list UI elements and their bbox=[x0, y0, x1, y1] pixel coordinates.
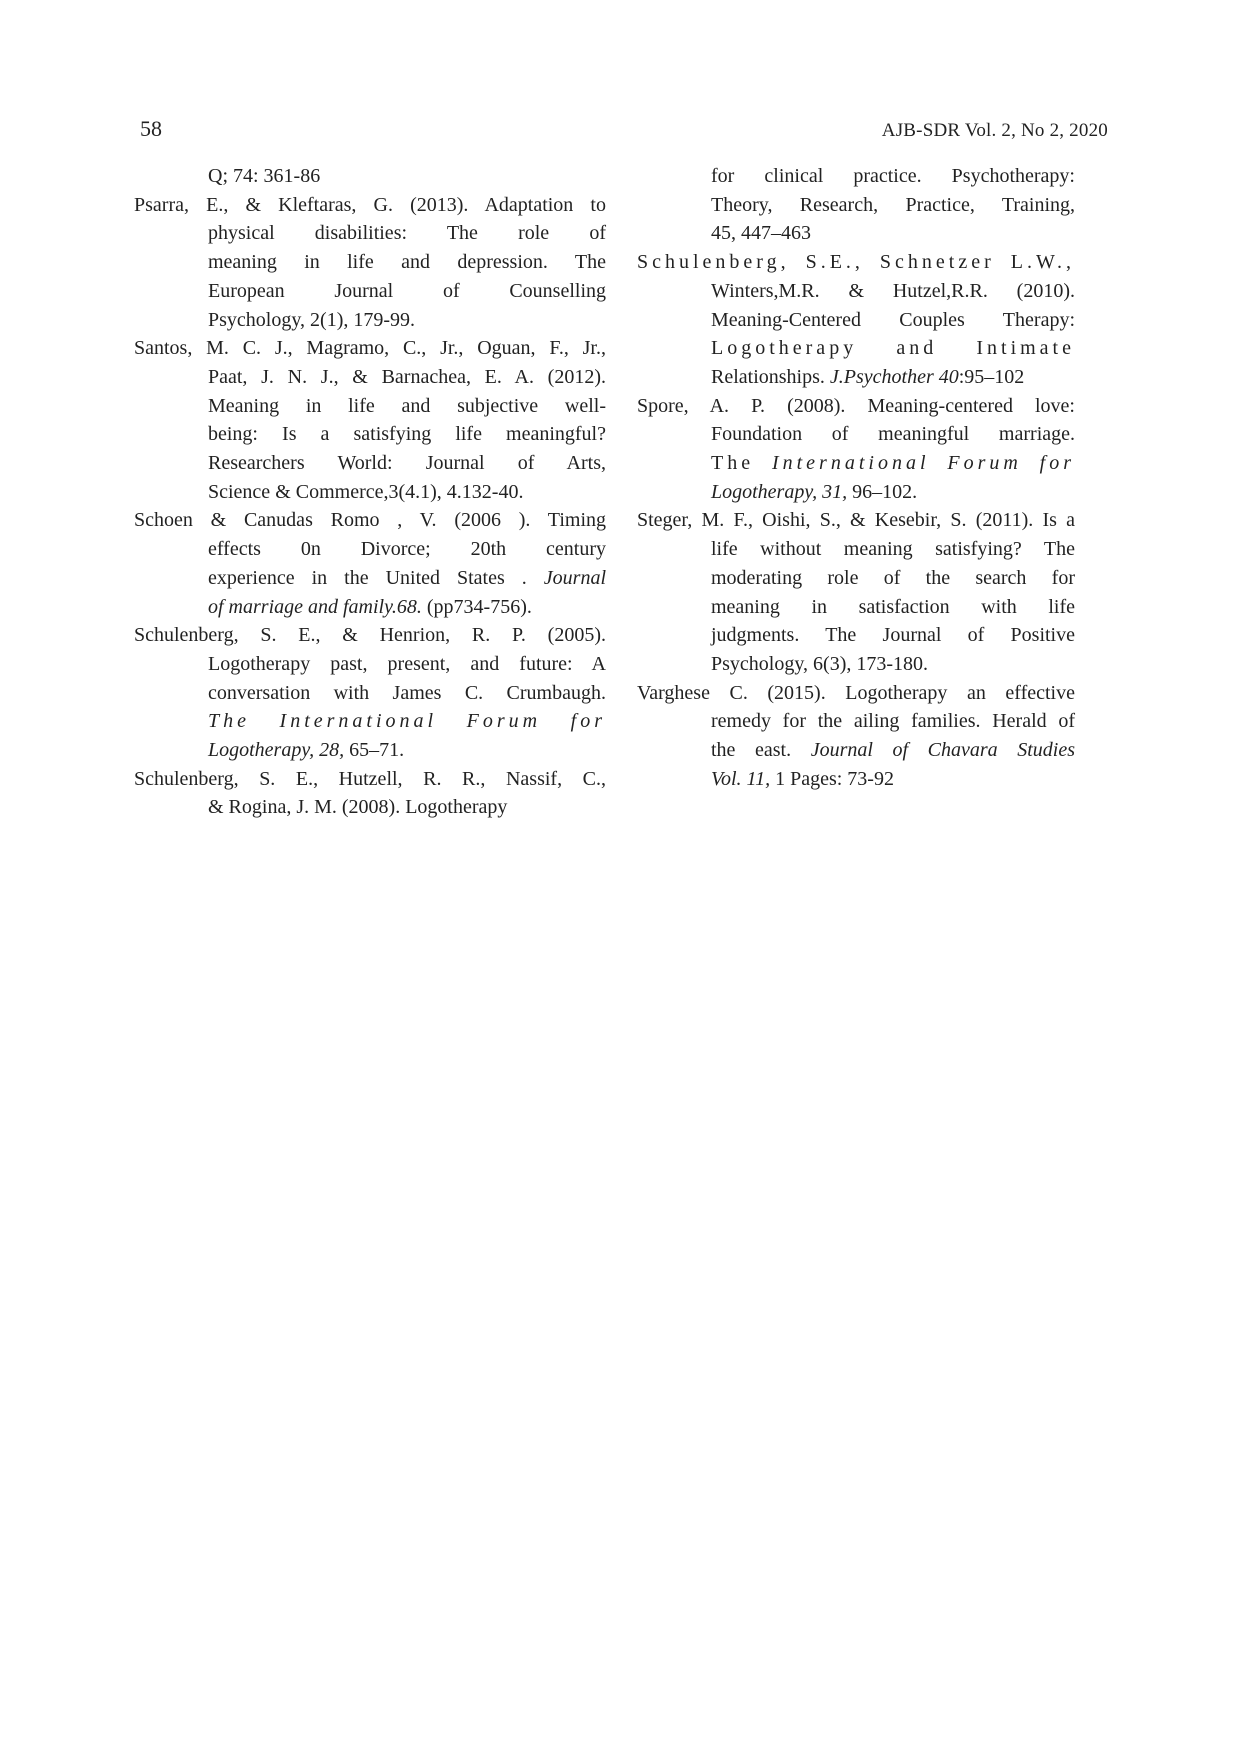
text-segment: (pp734-756). bbox=[421, 595, 532, 618]
text-segment: Logotherapy and Intimate bbox=[711, 337, 1075, 360]
reference-line bbox=[637, 420, 1075, 449]
text-segment: the east. bbox=[711, 739, 811, 762]
text-segment: Meaning-Centered Couples Therapy: bbox=[711, 308, 1075, 331]
reference-line bbox=[637, 621, 1075, 650]
text-segment: life without meaning satisfying? The bbox=[711, 538, 1075, 561]
text-segment: remedy for the ailing families. Herald of bbox=[711, 710, 1075, 733]
italic-text-segment: J.Psychother 40 bbox=[829, 365, 959, 388]
reference-line bbox=[637, 191, 1075, 220]
reference-line bbox=[134, 162, 606, 191]
text-segment: 96–102. bbox=[847, 480, 918, 503]
reference-line bbox=[637, 506, 1075, 535]
reference-line bbox=[637, 650, 1075, 679]
reference-entry bbox=[134, 506, 606, 621]
text-segment: 45, 447–463 bbox=[711, 222, 811, 245]
text-segment: judgments. The Journal of Positive bbox=[711, 624, 1075, 647]
italic-text-segment: International Forum for bbox=[771, 452, 1075, 475]
text-segment: Psychology, 6(3), 173-180. bbox=[711, 652, 929, 675]
text-segment: 65–71. bbox=[344, 739, 405, 762]
text-segment: Relationships. bbox=[711, 365, 830, 388]
reference-line bbox=[637, 248, 1075, 277]
reference-line bbox=[134, 707, 606, 736]
text-segment: Researchers World: Journal of Arts, bbox=[208, 452, 606, 475]
reference-line bbox=[134, 478, 606, 507]
text-segment: 1 Pages: 73-92 bbox=[770, 767, 894, 790]
reference-line bbox=[134, 277, 606, 306]
text-segment: Theory, Research, Practice, Training, bbox=[711, 193, 1075, 216]
text-segment: Schoen & Canudas Romo , V. (2006 ). Timing bbox=[134, 509, 606, 532]
text-segment: conversation with James C. Crumbaugh. bbox=[208, 681, 606, 704]
text-segment: Meaning in life and subjective well- bbox=[208, 394, 606, 417]
page-header bbox=[140, 116, 1108, 142]
text-segment: effects 0n Divorce; 20th century bbox=[208, 538, 606, 561]
italic-text-segment: of marriage and family.68. bbox=[208, 595, 422, 618]
italic-text-segment: Journal of Chavara Studies bbox=[810, 739, 1076, 762]
text-segment: being: Is a satisfying life meaningful? bbox=[208, 423, 606, 446]
reference-line bbox=[134, 248, 606, 277]
reference-line bbox=[134, 736, 606, 765]
reference-entry bbox=[134, 621, 606, 765]
italic-text-segment: Vol. 11, bbox=[711, 767, 771, 790]
reference-line bbox=[134, 306, 606, 335]
reference-line bbox=[637, 478, 1075, 507]
reference-line bbox=[134, 392, 606, 421]
text-segment: :95–102 bbox=[958, 365, 1025, 388]
reference-line bbox=[637, 392, 1075, 421]
reference-entry bbox=[134, 765, 606, 822]
reference-line bbox=[637, 765, 1075, 794]
reference-entry bbox=[134, 191, 606, 335]
text-segment: Winters,M.R. & Hutzel,R.R. (2010). bbox=[711, 279, 1075, 302]
italic-text-segment: Journal bbox=[543, 566, 606, 589]
text-segment: moderating role of the search for bbox=[711, 566, 1075, 589]
reference-entry bbox=[134, 162, 606, 191]
text-segment: Logotherapy past, present, and future: A bbox=[208, 652, 606, 675]
text-segment: Foundation of meaningful marriage. bbox=[711, 423, 1075, 446]
text-segment: Psarra, E., & Kleftaras, G. (2013). Adaptation to bbox=[134, 193, 606, 216]
reference-line bbox=[637, 363, 1075, 392]
reference-line bbox=[134, 679, 606, 708]
reference-line bbox=[134, 219, 606, 248]
text-segment: Steger, M. F., Oishi, S., & Kesebir, S. (2011). Is a bbox=[637, 509, 1075, 532]
text-segment: Schulenberg, S.E., Schnetzer L.W., bbox=[637, 251, 1075, 274]
page-number: 58 bbox=[140, 116, 162, 141]
reference-entry bbox=[134, 334, 606, 506]
reference-line bbox=[637, 306, 1075, 335]
text-segment: The bbox=[711, 452, 772, 475]
text-segment: European Journal of Counselling bbox=[208, 279, 606, 302]
reference-line bbox=[134, 535, 606, 564]
references-column-left bbox=[134, 162, 606, 822]
reference-line bbox=[637, 679, 1075, 708]
reference-line bbox=[637, 334, 1075, 363]
reference-line bbox=[134, 593, 606, 622]
reference-entry bbox=[637, 248, 1075, 392]
reference-line bbox=[637, 449, 1075, 478]
reference-line bbox=[134, 765, 606, 794]
journal-header: AJB-SDR Vol. 2, No 2, 2020 bbox=[881, 120, 1108, 141]
reference-entry bbox=[637, 506, 1075, 678]
text-segment: meaning in life and depression. The bbox=[208, 251, 606, 274]
text-segment: Schulenberg, S. E., Hutzell, R. R., Nassif, C., bbox=[134, 767, 606, 790]
reference-line bbox=[134, 420, 606, 449]
italic-text-segment: The International Forum for bbox=[208, 710, 606, 733]
text-segment: Santos, M. C. J., Magramo, C., Jr., Oguan, F., Jr., bbox=[134, 337, 606, 360]
reference-line bbox=[134, 793, 606, 822]
reference-line bbox=[637, 736, 1075, 765]
text-segment: Varghese C. (2015). Logotherapy an effective bbox=[637, 681, 1075, 704]
text-segment: Q; 74: 361-86 bbox=[208, 165, 321, 187]
text-segment: physical disabilities: The role of bbox=[208, 222, 606, 245]
text-segment: meaning in satisfaction with life bbox=[711, 595, 1075, 618]
references-column-right bbox=[637, 162, 1075, 793]
text-segment: Paat, J. N. J., & Barnachea, E. A. (2012). bbox=[208, 365, 606, 388]
reference-line bbox=[134, 506, 606, 535]
text-segment: Schulenberg, S. E., & Henrion, R. P. (2005). bbox=[134, 624, 606, 647]
reference-line bbox=[134, 650, 606, 679]
reference-line bbox=[637, 219, 1075, 248]
reference-line bbox=[637, 162, 1075, 191]
text-segment: & Rogina, J. M. (2008). Logotherapy bbox=[208, 796, 508, 819]
reference-line bbox=[134, 334, 606, 363]
reference-line bbox=[637, 277, 1075, 306]
reference-line bbox=[637, 564, 1075, 593]
reference-line bbox=[134, 621, 606, 650]
reference-line bbox=[637, 593, 1075, 622]
italic-text-segment: Logotherapy, 31, bbox=[711, 480, 848, 503]
text-segment: Spore, A. P. (2008). Meaning-centered love: bbox=[637, 394, 1075, 417]
italic-text-segment: Logotherapy, 28, bbox=[208, 739, 345, 762]
reference-line bbox=[134, 449, 606, 478]
reference-line bbox=[637, 707, 1075, 736]
reference-entry bbox=[637, 162, 1075, 248]
reference-entry bbox=[637, 392, 1075, 507]
reference-line bbox=[134, 363, 606, 392]
reference-line bbox=[134, 191, 606, 220]
text-segment: experience in the United States . bbox=[208, 566, 544, 589]
reference-entry bbox=[637, 679, 1075, 794]
text-segment: for clinical practice. Psychotherapy: bbox=[711, 165, 1075, 187]
text-segment: Science & Commerce,3(4.1), 4.132-40. bbox=[208, 480, 524, 503]
reference-line bbox=[134, 564, 606, 593]
text-segment: Psychology, 2(1), 179-99. bbox=[208, 308, 416, 331]
reference-line bbox=[637, 535, 1075, 564]
